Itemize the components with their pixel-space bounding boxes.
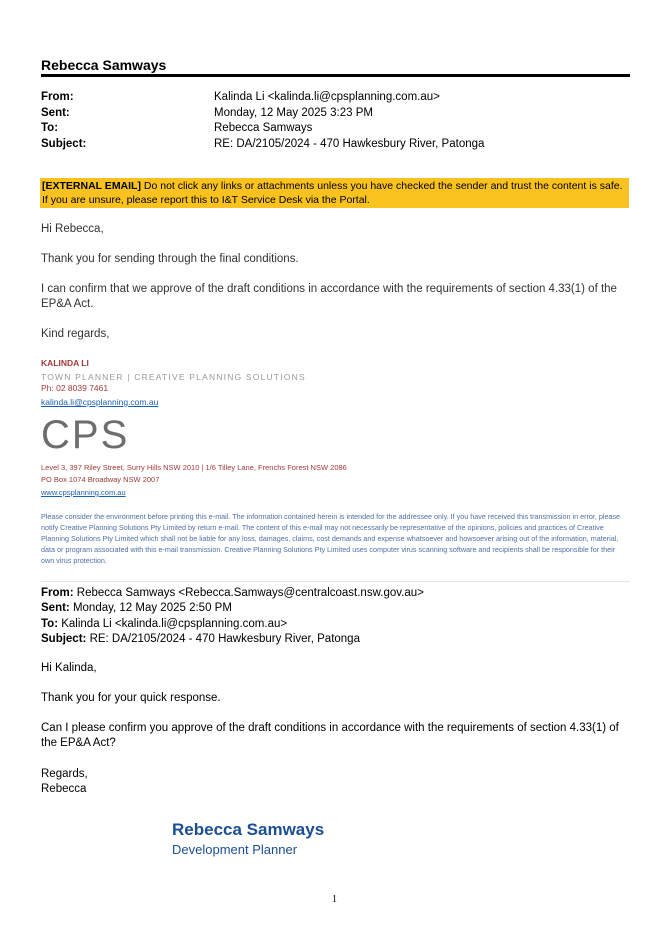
fwd-value: Kalinda Li <kalinda.li@cpsplanning.com.au>	[58, 617, 288, 630]
closing-name: Rebecca	[41, 783, 87, 795]
header-value: Rebecca Samways	[214, 122, 313, 134]
document-title: Rebecca Samways	[41, 57, 167, 73]
header-label: Subject:	[41, 137, 87, 150]
header-value: Monday, 12 May 2025 3:23 PM	[214, 106, 373, 119]
header-label: Sent:	[41, 106, 70, 119]
signature-address: Level 3, 397 Riley Street, Surry Hills NSW 2010 | 1/6 Tilley Lane, Frenchs Forest NSW 2086	[41, 463, 347, 472]
title-rule	[41, 74, 630, 77]
signature-role: TOWN PLANNER | CREATIVE PLANNING SOLUTIONS	[41, 372, 306, 382]
forwarded-header	[41, 586, 630, 648]
signature-name: Rebecca Samways	[172, 820, 325, 839]
external-email-banner	[40, 178, 629, 208]
fwd-to-row	[41, 617, 630, 632]
banner-text: Do not click any links or attachments unless you have checked the sender and trust the content is safe. If you are unsure, please report this to I&T Service Desk via the Portal.	[42, 180, 623, 206]
message-separator	[41, 581, 630, 582]
greeting: Hi Kalinda,	[41, 662, 97, 674]
signature-phone: Ph: 02 8039 7461	[41, 383, 109, 393]
fwd-value: Monday, 12 May 2025 2:50 PM	[69, 602, 232, 615]
banner-tag: [EXTERNAL EMAIL]	[42, 180, 141, 192]
signature-po-box: PO Box 1074 Broadway NSW 2007	[41, 475, 160, 484]
fwd-subject-row	[41, 632, 630, 647]
header-label: To:	[41, 122, 59, 134]
cps-logo: CPS	[41, 413, 130, 457]
fwd-label: Subject:	[41, 633, 87, 646]
page-number: 1	[332, 894, 337, 905]
email-disclaimer: Please consider the environment before printing this e-mail. The information contained herein is intended for the addressee only. If you have received this transmission in error, please notify Creative Planning Solutions Pty Limited by return e-mail. The content of this e-mail may not necessarily be representative of the opinions, policies and practices of Creative Planning Solutions Pty Limited which shall not be liable for any loss, damages, claims, cost demands and expense whatsoever and howsoever arising out of the information, material, data or program associated with this e-mail transmission. Creative Planning Solutions Pty Limited uses computer virus scanning software and recipients shall be responsible for their own virus protection.	[41, 512, 621, 565]
paragraph: Can I please confirm you approve of the draft conditions in accordance with the requirements of section 4.33(1) of the EP&A Act?	[41, 722, 619, 749]
header-row-sent	[41, 106, 630, 122]
fwd-sent-row	[41, 601, 630, 616]
signature-email-link[interactable]: kalinda.li@cpsplanning.com.au	[41, 397, 159, 407]
closing: Kind regards,	[41, 328, 110, 340]
fwd-label: To:	[41, 617, 59, 630]
fwd-value: Rebecca Samways <Rebecca.Samways@centralcoast.nsw.gov.au>	[73, 587, 424, 599]
header-value: RE: DA/2105/2024 - 470 Hawkesbury River, Patonga	[214, 137, 485, 150]
email-header	[41, 90, 630, 152]
fwd-value: RE: DA/2105/2024 - 470 Hawkesbury River, Patonga	[86, 633, 360, 646]
header-row-subject	[41, 137, 630, 153]
header-value: Kalinda Li <kalinda.li@cpsplanning.com.au>	[214, 91, 440, 103]
closing: Regards,	[41, 768, 88, 780]
fwd-label: From:	[41, 587, 74, 599]
header-row-to	[41, 121, 630, 137]
paragraph: I can confirm that we approve of the draft conditions in accordance with the requirements of section 4.33(1) of the EP&A Act.	[41, 283, 617, 310]
signature-role: Development Planner	[172, 842, 298, 857]
header-label: From:	[41, 91, 74, 103]
fwd-from-row	[41, 586, 630, 601]
greeting: Hi Rebecca,	[41, 223, 104, 235]
fwd-label: Sent:	[41, 602, 70, 615]
paragraph: Thank you for your quick response.	[41, 692, 221, 704]
website-link[interactable]: www.cpsplanning.com.au	[41, 488, 126, 497]
signature-name: KALINDA LI	[41, 358, 89, 368]
header-row-from	[41, 90, 630, 106]
paragraph: Thank you for sending through the final conditions.	[41, 253, 299, 265]
